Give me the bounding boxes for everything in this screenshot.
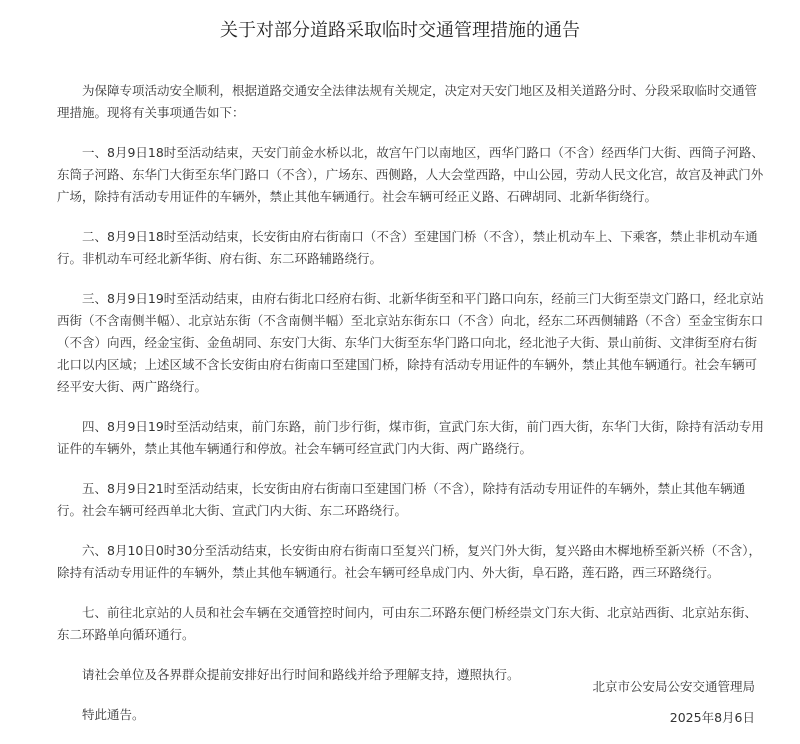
item-6-paragraph: 六、8月10日0时30分至活动结束，长安街由府右街南口至复兴门桥，复兴门外大街，复兴路由木樨地桥至新兴桥（不含），除持有活动专用证件的车辆外，禁止其他车辆通行。社会车辆可经阜成门内、外大街，阜石路，莲石路，西三环路绕行。: [57, 543, 761, 580]
issuer-signature: 北京市公安局公安交通管理局: [592, 679, 755, 694]
notice-title: 关于对部分道路采取临时交通管理措施的通告: [220, 20, 580, 41]
item-4-paragraph: 四、8月9日19时至活动结束，前门东路，前门步行街，煤市街，宣武门东大街，前门西大街，东华门大街，除持有活动专用证件的车辆外，禁止其他车辆通行和停放。社会车辆可经宣武门内大街、两广路绕行。: [57, 419, 764, 456]
issue-date: 2025年8月6日: [669, 710, 755, 725]
intro-paragraph: 为保障专项活动安全顺利，根据道路交通安全法律法规有关规定，决定对天安门地区及相关道路分时、分段采取临时交通管理措施。现将有关事项通告如下：: [57, 83, 758, 120]
item-1-paragraph: 一、8月9日18时至活动结束，天安门前金水桥以北，故宫午门以南地区，西华门路口（不含）经西华门大街、西筒子河路、东筒子河路、东华门大街至东华门路口（不含），广场东、西侧路，人大会堂西路，中山公园，劳动人民文化宫，故宫及神武门外广场，除持有活动专用证件的车辆外，禁止其他车辆通行。社会车辆可经正义路、石碑胡同、北新华街绕行。: [57, 145, 764, 204]
item-2-paragraph: 二、8月9日18时至活动结束，长安街由府右街南口（不含）至建国门桥（不含），禁止机动车上、下乘客，禁止非机动车通行。非机动车可经北新华街、府右街、东二环路辅路绕行。: [57, 229, 758, 266]
closing-paragraph: 特此通告。: [82, 707, 145, 722]
item-7-paragraph: 七、前往北京站的人员和社会车辆在交通管控时间内，可由东二环路东便门桥经崇文门东大街、北京站西街、北京站东街、东二环路单向循环通行。: [57, 605, 758, 642]
item-3-paragraph: 三、8月9日19时至活动结束，由府右街北口经府右街、北新华街至和平门路口向东，经前三门大街至崇文门路口，经北京站西街（不含南侧半幅）、北京站东街（不含南侧半幅）至北京站东街东口（不含）向北，经东二环西侧辅路（不含）至金宝街东口（不含）向西，经金宝街、金鱼胡同、东安门大街、东华门大街至东华门路口向北，经北池子大街、景山前街、文津街至府右街北口以内区域；上述区域不含长安街由府右街南口至建国门桥，除持有活动专用证件的车辆外，禁止其他车辆通行。社会车辆可经平安大街、两广路绕行。: [57, 291, 764, 394]
item-5-paragraph: 五、8月9日21时至活动结束，长安街由府右街南口至建国门桥（不含），除持有活动专用证件的车辆外，禁止其他车辆通行。社会车辆可经西单北大街、宣武门内大街、东二环路绕行。: [57, 481, 746, 518]
notice-body: [57, 80, 765, 744]
request-paragraph: 请社会单位及各界群众提前安排好出行时间和路线并给予理解支持，遵照执行。: [82, 667, 520, 682]
